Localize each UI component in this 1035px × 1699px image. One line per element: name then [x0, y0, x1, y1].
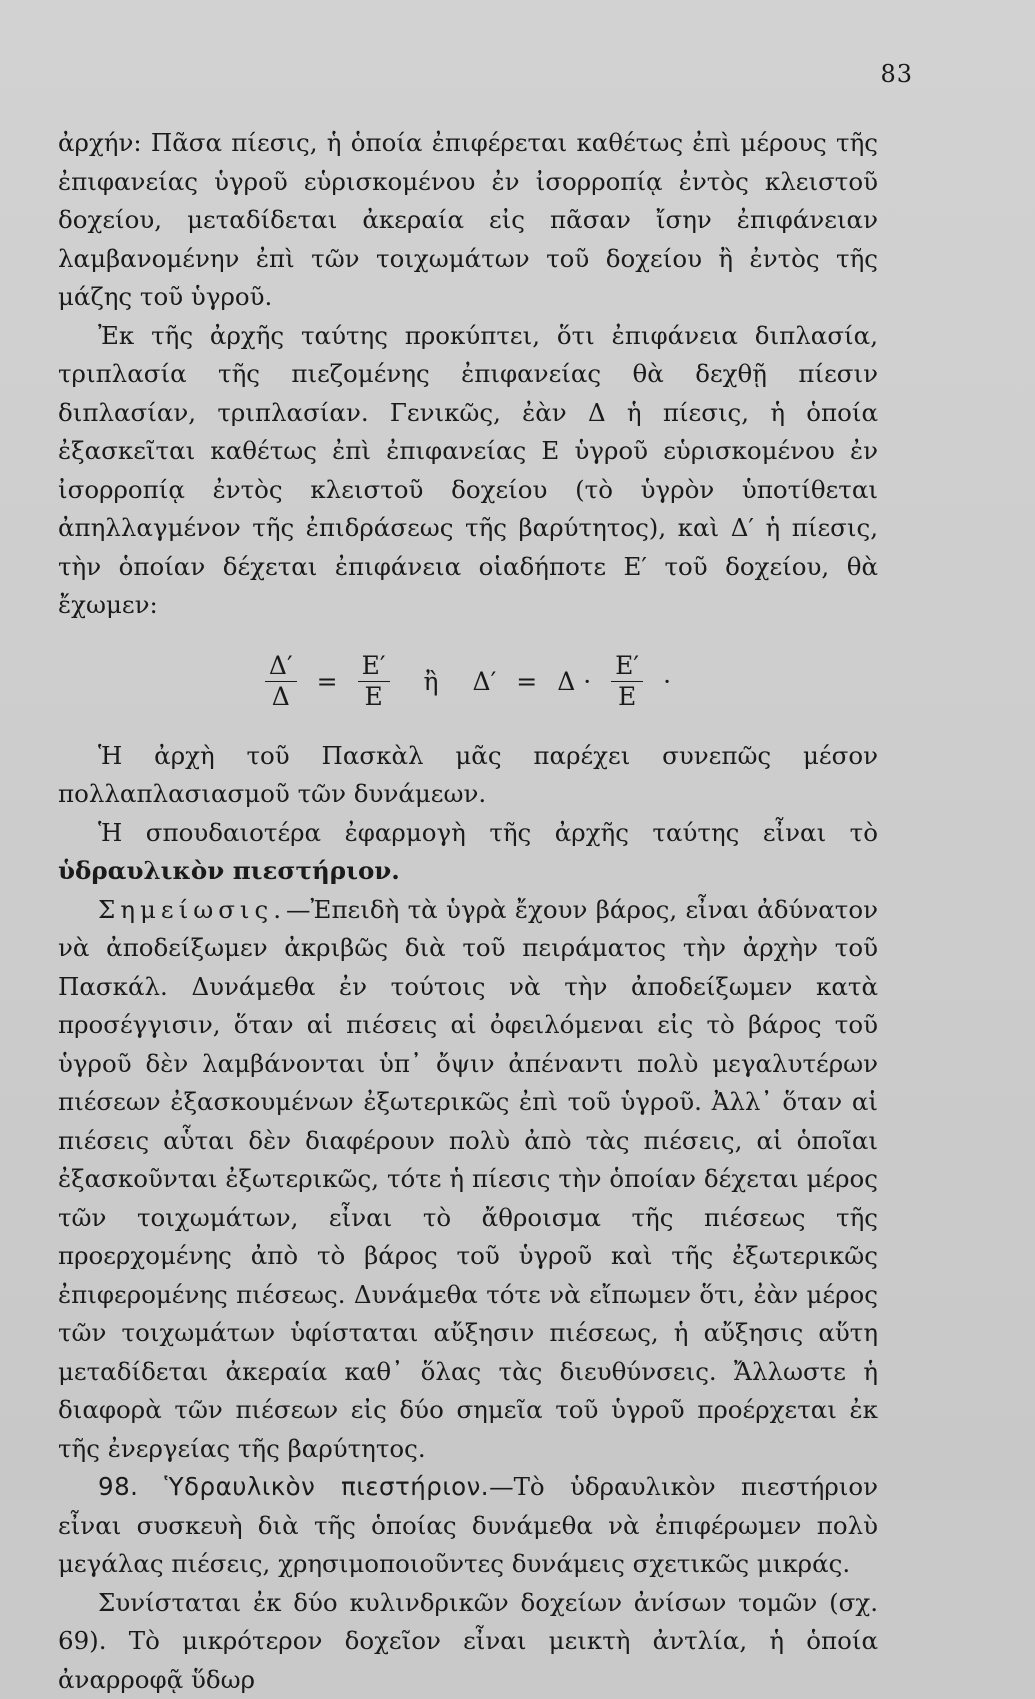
fraction-numerator: Ε′ — [358, 651, 390, 681]
note-label: Σημείωσις. — [98, 895, 286, 924]
or-word: ἢ — [424, 667, 439, 696]
body-text — [58, 124, 878, 1699]
paragraph-application — [58, 814, 878, 891]
paragraph-pascal-principle: ἀρχήν: Πᾶσα πίεσις, ἡ ὁποία ἐπιφέρεται καθέτως ἐπὶ μέρους τῆς ἐπιφανείας ὑγροῦ εὑρισκομένου ἐν ἰσορροπίᾳ ἐντὸς κλειστοῦ δοχείου, μεταδίδεται ἀκεραία εἰς πᾶσαν ἴσην ἐπιφάνειαν λαμβανομένην ἐπὶ τῶν τοιχωμάτων τοῦ δοχείου ἢ ἐντὸς τῆς μάζης τοῦ ὑγροῦ. — [58, 124, 878, 317]
section-heading: 98. Ὑδραυλικὸν πιεστήριον. — [98, 1472, 489, 1501]
fraction-denominator: Ε — [614, 682, 640, 712]
formula-lhs: Δ′ — [473, 667, 497, 696]
paragraph-consequence: Ἐκ τῆς ἀρχῆς ταύτης προκύπτει, ὅτι ἐπιφάνεια διπλασία, τριπλασία τῆς πιεζομένης ἐπιφανείας θὰ δεχθῇ πίεσιν διπλασίαν, τριπλασίαν. Γενικῶς, ἐὰν Δ ἡ πίεσις, ἡ ὁποία ἐξασκεῖται καθέτως ἐπὶ ἐπιφανείας Ε ὑγροῦ εὑρισκομένου ἐν ἰσορροπίᾳ ἐντὸς κλειστοῦ δοχείου (τὸ ὑγρὸν ὑποτίθεται ἀπηλλαγμένον τῆς ἐπιδράσεως τῆς βαρύτητος), καὶ Δ′ ἡ πίεσις, τὴν ὁποίαν δέχεται ἐπιφάνεια οἱαδήποτε Ε′ τοῦ δοχείου, θὰ ἔχωμεν: — [58, 317, 878, 625]
paragraph-note — [58, 891, 878, 1469]
section-text: —Τὸ ὑδραυλικὸν πιεστήριον εἶναι συσκευὴ διὰ τῆς ὁποίας δυνάμεθα νὰ ἐπιφέρωμεν πολὺ μεγάλας πιέσεις, χρησιμοποιοῦντες δυνάμεις σχετικῶς μικράς. — [58, 1472, 878, 1578]
paragraph-construction: Συνίσταται ἐκ δύο κυλινδρικῶν δοχείων ἀνίσων τομῶν (σχ. 69). Τὸ μικρότερον δοχεῖον εἶναι μεικτὴ ἀντλία, ἡ ὁποία ἀναρροφᾷ ὕδωρ — [58, 1584, 878, 1699]
application-text: Ἡ σπουδαιοτέρα ἐφαρμογὴ τῆς ἀρχῆς ταύτης εἶναι τὸ — [98, 818, 878, 847]
paragraph-multiplication: Ἡ ἀρχὴ τοῦ Πασκὰλ μᾶς παρέχει συνεπῶς μέσον πολλαπλασιασμοῦ τῶν δυνάμεων. — [58, 737, 878, 814]
formula-end-dot: · — [663, 667, 671, 696]
fraction-numerator: Ε′ — [611, 651, 643, 681]
paragraph-section-98 — [58, 1468, 878, 1584]
note-text: —Ἐπειδὴ τὰ ὑγρὰ ἔχουν βάρος, εἶναι ἀδύνατον νὰ ἀποδείξωμεν ἀκριβῶς διὰ τοῦ πειράματος τὴν ἀρχὴν τοῦ Πασκάλ. Δυνάμεθα ἐν τούτοις νὰ τὴν ἀποδείξωμεν κατὰ προσέγγισιν, ὅταν αἱ πιέσεις αἱ ὀφειλόμεναι εἰς τὸ βάρος τοῦ ὑγροῦ δὲν λαμβάνονται ὑπ᾿ ὄψιν ἀπέναντι πολὺ μεγαλυτέρων πιέσεων ἐξασκουμένων ἐξωτερικῶς ἐπὶ τοῦ ὑγροῦ. Ἀλλ᾿ ὅταν αἱ πιέσεις αὗται δὲν διαφέρουν πολὺ ἀπὸ τὰς πιέσεις, αἱ ὁποῖαι ἐξασκοῦνται ἐξωτερικῶς, τότε ἡ πίεσις τὴν ὁποίαν δέχεται μέρος τῶν τοιχωμάτων, εἶναι τὸ ἄθροισμα τῆς πιέσεως τῆς προερχομένης ἀπὸ τὸ βάρος τοῦ ὑγροῦ καὶ τῆς ἐξωτερικῶς ἐπιφερομένης πιέσεως. Δυνάμεθα τότε νὰ εἴπωμεν ὅτι, ἐὰν μέρος τῶν τοιχωμάτων ὑφίσταται αὔξησιν πιέσεως, ἡ αὔξησις αὕτη μεταδίδεται ἀκεραία καθ᾿ ὅλας τὰς διευθύνσεις. Ἄλλωστε ἡ διαφορὰ τῶν πιέσεων εἰς δύο σημεῖα τοῦ ὑγροῦ προέρχεται ἐκ τῆς ἐνεργείας τῆς βαρύτητος. — [58, 895, 878, 1463]
fraction-area-ratio — [358, 651, 390, 712]
fraction-denominator: Ε — [360, 682, 386, 712]
hydraulic-press-term: ὑδραυλικὸν πιεστήριον. — [58, 856, 400, 885]
pressure-formula — [58, 645, 878, 719]
equals-sign: = — [317, 667, 338, 696]
page-number: 83 — [880, 60, 913, 88]
fraction-pressure-ratio — [265, 651, 297, 712]
fraction-area-ratio-2 — [611, 651, 643, 712]
formula-rhs: Δ · — [557, 667, 591, 696]
fraction-numerator: Δ′ — [265, 651, 297, 681]
fraction-denominator: Δ — [268, 682, 294, 712]
equals-sign: = — [516, 667, 537, 696]
